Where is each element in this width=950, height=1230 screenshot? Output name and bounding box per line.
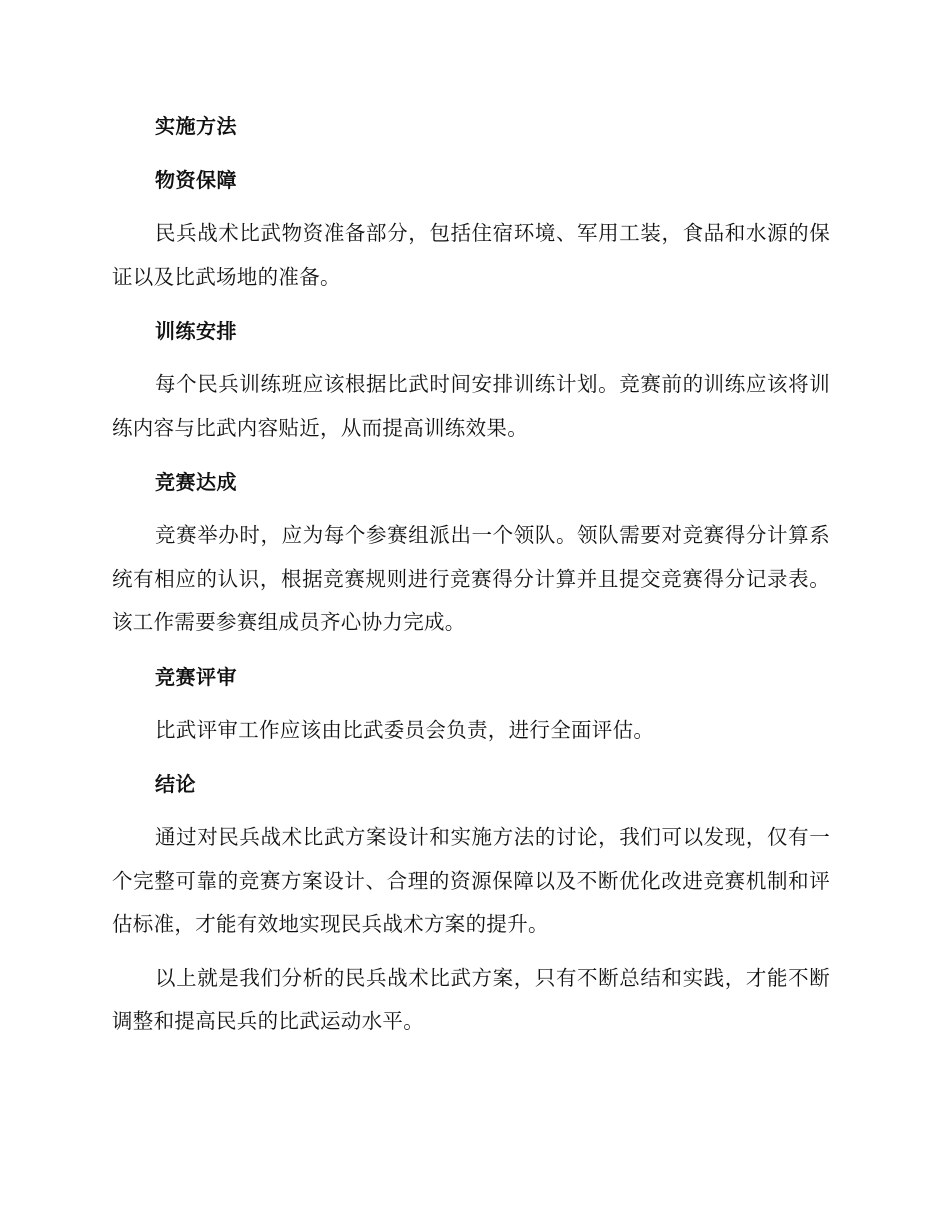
paragraph-review: 比武评审工作应该由比武委员会负责，进行全面评估。 xyxy=(155,717,655,742)
paragraph-competition: 竞赛举办时，应为每个参赛组派出一个领队。领队需要对竞赛得分计算系统有相应的认识，根据竞赛规则进行竞赛得分计算并且提交竞赛得分记录表。该工作需要参赛组成员齐心协力完成。 xyxy=(112,523,830,634)
section-heading-training: 训练安排 xyxy=(155,319,237,343)
section-heading-materials: 物资保障 xyxy=(155,168,237,192)
section-heading-review: 竞赛评审 xyxy=(155,664,237,689)
paragraph-training: 每个民兵训练班应该根据比武时间安排训练计划。竞赛前的训练应该将训练内容与比武内容贴近，从而提高训练效果。 xyxy=(112,372,830,440)
document-body xyxy=(112,104,830,1054)
section-heading-conclusion: 结论 xyxy=(155,772,196,796)
paragraph-summary: 以上就是我们分析的民兵战术比武方案，只有不断总结和实践，才能不断调整和提高民兵的比武运动水平。 xyxy=(112,965,830,1033)
paragraph-conclusion: 通过对民兵战术比武方案设计和实施方法的讨论，我们可以发现，仅有一个完整可靠的竞赛方案设计、合理的资源保障以及不断优化改进竞赛机制和评估标准，才能有效地实现民兵战术方案的提升。 xyxy=(112,825,830,936)
section-heading-implementation: 实施方法 xyxy=(155,114,237,138)
paragraph-materials: 民兵战术比武物资准备部分，包括住宿环境、军用工装，食品和水源的保证以及比武场地的准备。 xyxy=(112,221,830,289)
section-heading-competition: 竞赛达成 xyxy=(155,470,237,494)
